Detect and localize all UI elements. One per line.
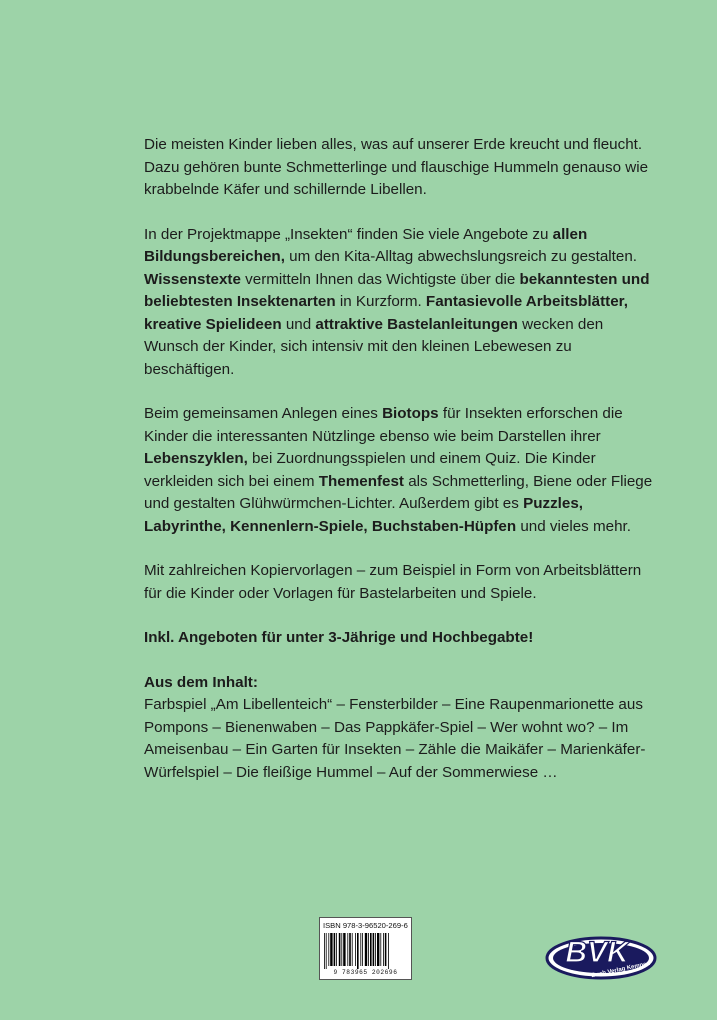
barcode-bar [362,933,363,966]
barcode-bar [355,933,356,966]
isbn-text: ISBN 978-3-96520-269-6 [323,921,408,930]
activities-paragraph: Beim gemeinsamen Anlegen eines Biotops für Insekten erforschen die Kinder die interessanten Nützlinge ebenso wie beim Darstellen ihrer Lebenszyklen, bei Zuordnungsspielen und einem Quiz. Die Kinder verkleiden sich bei einem Themenfest als Schmetterling, Biene oder Fliege und gestalten Glühwürmchen-Lichter. Außerdem gibt es Puzzles, Labyrinthe, Kennenlern-Spiele, Buchstaben-Hüpfen und vieles mehr. [144,405,653,535]
barcode-bar [388,933,389,969]
barcode-bar [368,933,369,966]
barcode-bar [324,933,325,969]
barcode-bar [334,933,336,966]
barcode-bar [339,933,341,966]
barcode-bar [347,933,348,966]
back-cover-text [144,134,654,806]
barcode-bar [326,933,327,969]
barcode-bar [343,933,345,966]
barcode-bar [385,933,387,966]
barcode-bars [324,933,407,969]
barcode-bar [365,933,367,966]
logo-letters: BVK [565,936,629,969]
barcode-bar [336,933,337,966]
barcode-label [319,917,412,980]
barcode-bar [330,933,332,966]
templates-paragraph: Mit zahlreichen Kopiervorlagen – zum Beispiel in Form von Arbeitsblättern für die Kinder oder Vorlagen für Bastelarbeiten und Spiele. [144,562,642,602]
barcode-digits: 9 783965 202696 [333,969,398,976]
description-paragraph: In der Projektmappe „Insekten“ finden Sie viele Angebote zu allen Bildungsbereichen, um den Kita-Alltag abwechslungsreich zu gestalten. Wissenstexte vermitteln Ihnen das Wichtigste über die bekanntesten und beliebtesten Insektenarten in Kurzform. Fantasievolle Arbeitsblätter, kreative Spielideen und attraktive Bastelanleitungen wecken den Wunsch der Kinder, sich intensiv mit den kleinen Lebewesen zu beschäftigen. [144,225,650,378]
barcode-bar [370,933,372,966]
barcode-bar [341,933,342,966]
barcode-bar [357,933,359,969]
barcode-bar [373,933,375,966]
barcode-bar [375,933,376,966]
barcode-bar [377,933,379,966]
barcode-bar [328,933,329,966]
intro-paragraph: Die meisten Kinder lieben alles, was auf unserer Erde kreucht und fleucht. Dazu gehören bunte Schmetterlinge und flauschige Hummeln genauso wie krabbelnde Käfer und schillernde Libellen. [144,136,649,198]
contents-heading: Aus dem Inhalt: [144,673,258,691]
contents-section [144,672,654,785]
logo-tagline: Buch Verlag Kempen [590,960,651,980]
bvk-logo [545,930,657,982]
barcode-bar [360,933,361,966]
barcode-bar [383,933,384,966]
contents-list: Farbspiel „Am Libellenteich“ – Fensterbilder – Eine Raupenmarionette aus Pompons – Bienenwaben – Das Pappkäfer-Spiel – Wer wohnt wo? – Im Ameisenbau – Ein Garten für Insekten – Zähle die Maikäfer – Marienkäfer-Würfelspiel – Die fleißige Hummel – Auf der Sommerwiese … [144,696,646,781]
barcode-bar [380,933,381,966]
barcode-bar [352,933,353,966]
highlight-line: Inkl. Angeboten für unter 3-Jährige und Hochbegabte! [144,629,534,646]
barcode-bar [349,933,351,966]
